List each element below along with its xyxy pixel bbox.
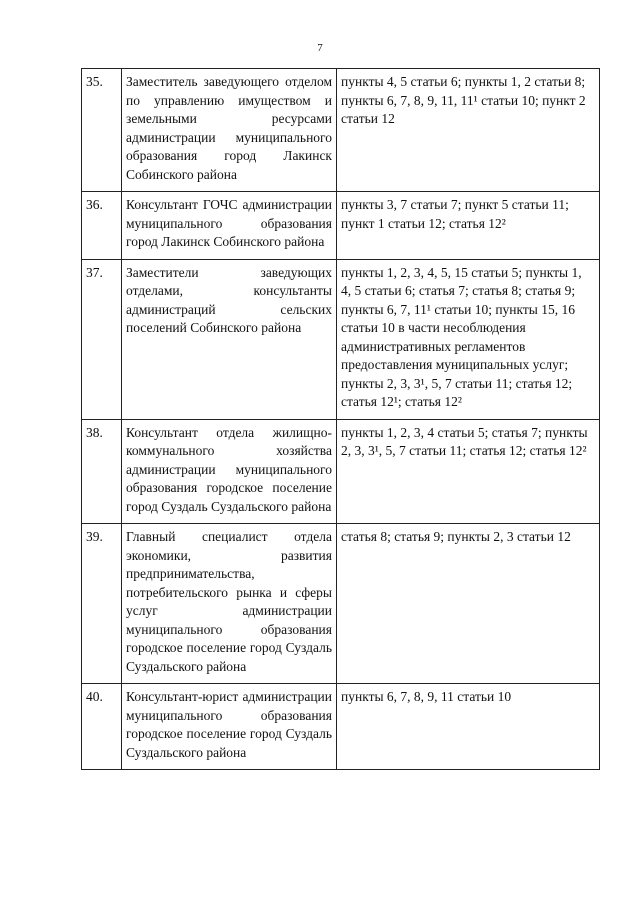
table-row [82, 69, 600, 192]
row-number: 37. [82, 259, 122, 419]
officials-table [81, 68, 600, 770]
row-number: 38. [82, 419, 122, 524]
position-cell: Консультант отдела жилищно-коммунального хозяйства администрации муниципального образования городское поселение город Суздаль Суздальского района [122, 419, 337, 524]
articles-cell: пункты 1, 2, 3, 4, 5, 15 статьи 5; пункты 1, 4, 5 статьи 6; статья 7; статья 8; статья 9; пункты 6, 7, 11¹ статьи 10; пункты 15, 16 статьи 10 в части несоблюдения административных регламентов предоставления муниципальных услуг; пункты 2, 3, 3¹, 5, 7 статьи 11; статья 12; статья 12¹; статья 12² [337, 259, 600, 419]
position-cell: Консультант ГОЧС администрации муниципального образования город Лакинск Собинского района [122, 192, 337, 260]
articles-cell: пункты 6, 7, 8, 9, 11 статьи 10 [337, 684, 600, 770]
table-row [82, 524, 600, 684]
position-cell: Заместитель заведующего отделом по управлению имуществом и земельными ресурсами администрации муниципального образования город Лакинск Собинского района [122, 69, 337, 192]
articles-cell: пункты 4, 5 статьи 6; пункты 1, 2 статьи 8; пункты 6, 7, 8, 9, 11, 11¹ статьи 10; пункт 2 статьи 12 [337, 69, 600, 192]
table-row [82, 419, 600, 524]
table-row [82, 684, 600, 770]
articles-cell: статья 8; статья 9; пункты 2, 3 статьи 12 [337, 524, 600, 684]
table-row [82, 259, 600, 419]
articles-cell: пункты 1, 2, 3, 4 статьи 5; статья 7; пункты 2, 3, 3¹, 5, 7 статьи 11; статья 12; статья 12² [337, 419, 600, 524]
position-cell: Заместители заведующих отделами, консультанты администраций сельских поселений Собинского района [122, 259, 337, 419]
row-number: 40. [82, 684, 122, 770]
row-number: 39. [82, 524, 122, 684]
articles-cell: пункты 3, 7 статьи 7; пункт 5 статьи 11; пункт 1 статьи 12; статья 12² [337, 192, 600, 260]
position-cell: Главный специалист отдела экономики, развития предпринимательства, потребительского рынка и сферы услуг администрации муниципального образования городское поселение город Суздаль Суздальского района [122, 524, 337, 684]
row-number: 35. [82, 69, 122, 192]
position-cell: Консультант-юрист администрации муниципального образования городское поселение город Суздаль Суздальского района [122, 684, 337, 770]
table-row [82, 192, 600, 260]
page-number: 7 [317, 42, 323, 54]
row-number: 36. [82, 192, 122, 260]
